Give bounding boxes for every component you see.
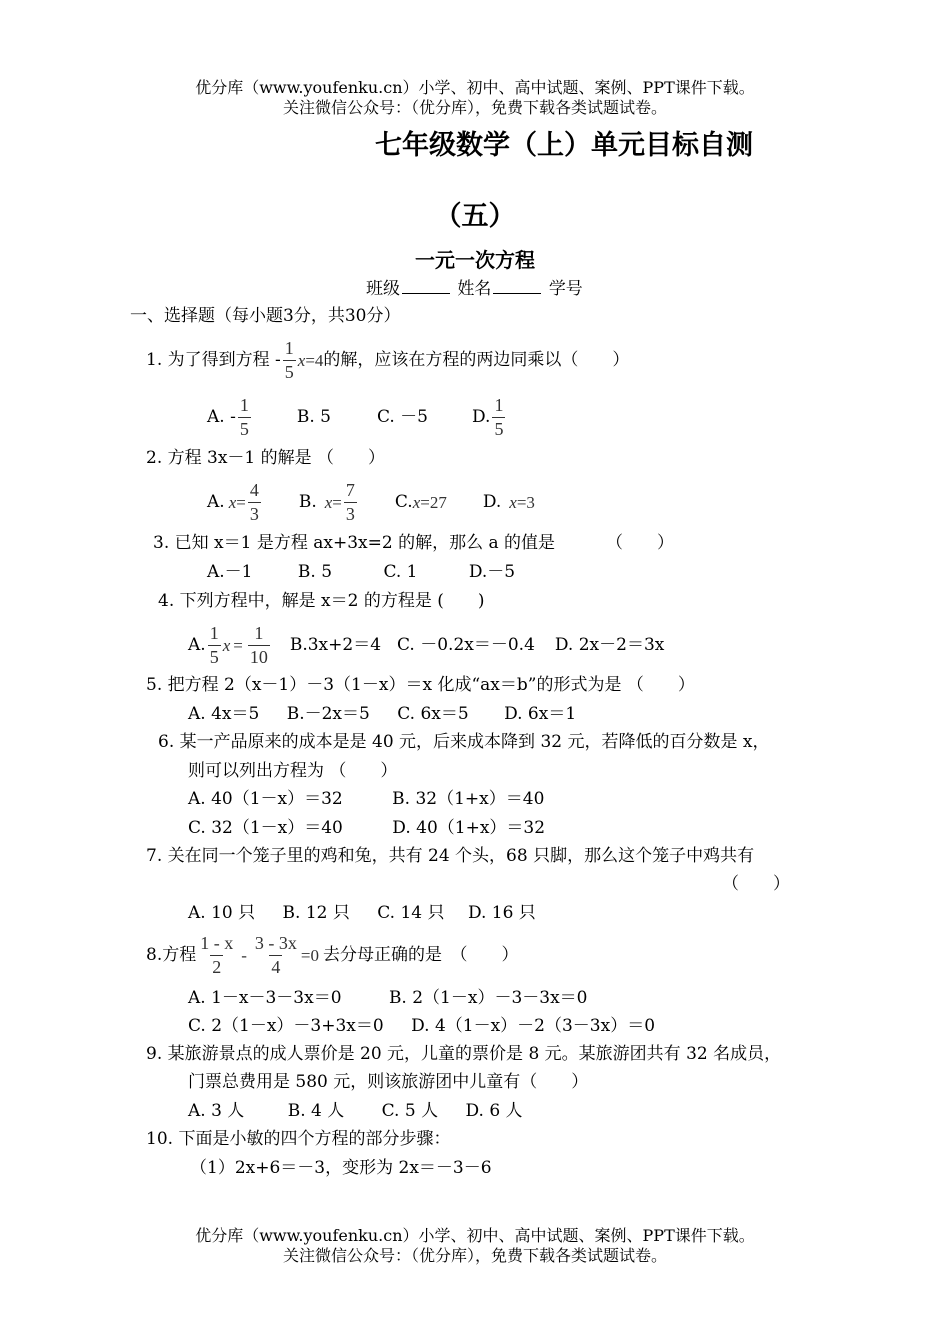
option-c: C. 5 人 bbox=[381, 1101, 439, 1121]
option-b: B. 4 人 bbox=[287, 1101, 345, 1121]
option-d: D. bbox=[482, 491, 502, 512]
question-7-stem: 7. 关在同一个笼子里的鸡和兔，共有 24 个头，68 只脚，那么这个笼子中鸡共有 bbox=[146, 846, 755, 866]
fraction: $\frac{7}{3}$ bbox=[345, 480, 355, 524]
option-d: D. bbox=[472, 406, 491, 427]
question-6-stem-cont: 则可以列出方程为 （ ） bbox=[188, 761, 398, 781]
class-label: 班级 bbox=[366, 279, 400, 299]
option-b: B. bbox=[298, 491, 317, 512]
option-b: B. 5 bbox=[297, 562, 333, 582]
page-title: 七年级数学（上）单元目标自测 bbox=[375, 130, 753, 161]
option-c: C. 6x＝5 bbox=[397, 704, 469, 724]
question-6-stem: 6. 某一产品原来的成本是是 40 元，后来成本降到 32 元，若降低的百分数是 x， bbox=[158, 732, 770, 752]
footer-line-2: 关注微信公众号：（优分库），免费下载各类试题试卷。 bbox=[282, 1246, 667, 1265]
option-b: B. 5 bbox=[296, 406, 331, 427]
option-d: D. 6x＝1 bbox=[504, 704, 577, 724]
header-line-2: 关注微信公众号：（优分库），免费下载各类试题试卷。 bbox=[282, 98, 667, 117]
option-a: A. 10 只 bbox=[188, 903, 256, 923]
page-title-part: （五） bbox=[434, 201, 516, 232]
option-a: A. bbox=[207, 491, 225, 512]
question-9-stem-cont: 门票总费用是 580 元，则该旅游团中儿童有（ ） bbox=[188, 1072, 589, 1092]
question-5-stem: 5. 把方程 2（x－1）－3（1－x）＝x 化成“ax＝b”的形式为是 （ ） bbox=[146, 675, 695, 695]
option-d: D. 4（1－x）－2（3－3x）＝0 bbox=[411, 1016, 656, 1036]
question-2-options: A. x = $\frac{4}{3}$ B. x = $\frac{7}{3}$ C. x =27 D. x =3 bbox=[207, 480, 535, 524]
question-6-options-row2 bbox=[188, 820, 545, 837]
question-5-options bbox=[188, 706, 576, 723]
fraction: $\frac{1}{5}$ bbox=[284, 338, 294, 382]
fraction: $\frac{4}{3}$ bbox=[249, 480, 259, 524]
option-c: C. －0.2x＝－0.4 bbox=[397, 634, 535, 655]
class-blank bbox=[402, 279, 450, 294]
question-8-stem: 8.方程 $\frac{1 - x}{2}$ - $\frac{3 - 3x}{4}$ =0 去分母正确的是 （ ） bbox=[146, 933, 519, 977]
option-a: A. bbox=[188, 634, 206, 655]
fraction: $\frac{1 - x}{2}$ bbox=[200, 933, 234, 977]
answer-paren: （ ） bbox=[606, 533, 674, 553]
chapter-subtitle: 一元一次方程 bbox=[415, 248, 535, 272]
option-d: D.－5 bbox=[468, 562, 516, 582]
student-info-line bbox=[366, 279, 583, 298]
option-d: D. 2x－2＝3x bbox=[554, 634, 665, 655]
fraction: $\frac{1}{5}$ bbox=[209, 623, 219, 667]
question-7-options bbox=[188, 905, 536, 922]
option-b: B. 32（1+x）＝40 bbox=[392, 789, 545, 809]
answer-paren: （ ） bbox=[722, 874, 790, 894]
name-label: 姓名 bbox=[457, 279, 492, 299]
question-2-stem: 2. 方程 3x－1 的解是 （ ） bbox=[146, 448, 386, 468]
option-a: A. 3 人 bbox=[188, 1101, 245, 1121]
name-blank bbox=[493, 279, 541, 294]
option-a: A. - bbox=[207, 406, 236, 427]
fraction: $\frac{1}{10}$ bbox=[249, 623, 268, 667]
option-d: D. 40（1+x）＝32 bbox=[392, 818, 546, 838]
section-heading: 一、选择题（每小题3分，共30分） bbox=[130, 306, 401, 326]
option-c: C. 1 bbox=[383, 562, 418, 582]
option-c: C. 2（1－x）－3+3x＝0 bbox=[188, 1016, 384, 1036]
option-a: A.－1 bbox=[207, 562, 253, 582]
question-10-step-1: （1）2x+6＝－3，变形为 2x＝－3－6 bbox=[190, 1158, 492, 1178]
question-3-stem: 3. 已知 x＝1 是方程 ax+3x=2 的解，那么 a 的值是 bbox=[153, 533, 556, 553]
question-8-options-row2 bbox=[188, 1018, 655, 1035]
question-3-options bbox=[207, 564, 515, 581]
question-8-options-row1 bbox=[188, 990, 588, 1007]
question-1-options bbox=[207, 394, 507, 440]
footer-line-1: 优分库（www.youfenku.cn）小学、初中、高中试题、案例、PPT课件下载。 bbox=[195, 1226, 755, 1245]
option-c: C. bbox=[394, 491, 413, 512]
header-line-1: 优分库（www.youfenku.cn）小学、初中、高中试题、案例、PPT课件下载。 bbox=[195, 78, 755, 97]
question-1-stem: 1. 为了得到方程 - $\frac{1}{5}$ x =4 的解，应该在方程的两边同乘以（ ） bbox=[146, 338, 630, 382]
option-b: B. 2（1－x）－3－3x＝0 bbox=[388, 988, 588, 1008]
question-9-options bbox=[188, 1103, 523, 1120]
option-a: A. 40（1－x）＝32 bbox=[188, 789, 343, 809]
option-a: A. 1－x－3－3x＝0 bbox=[188, 988, 342, 1008]
question-4-stem: 4. 下列方程中，解是 x＝2 的方程是 ( ) bbox=[158, 591, 485, 611]
option-d: D. 16 只 bbox=[467, 903, 536, 923]
option-b: B.3x+2＝4 bbox=[289, 634, 382, 655]
question-9-stem: 9. 某旅游景点的成人票价是 20 元，儿童的票价是 8 元。某旅游团共有 32 名成员， bbox=[146, 1044, 782, 1064]
option-c: C. 32（1－x）＝40 bbox=[188, 818, 343, 838]
fraction: $\frac{1}{5}$ bbox=[494, 395, 504, 439]
option-b: B.－2x＝5 bbox=[286, 704, 370, 724]
option-c: C. 14 只 bbox=[377, 903, 445, 923]
option-d: D. 6 人 bbox=[465, 1101, 523, 1121]
question-4-options: A. $\frac{1}{5}$ x = $\frac{1}{10}$ B.3x+2＝4 C. －0.2x＝－0.4 D. 2x－2＝3x bbox=[188, 623, 665, 667]
question-10-stem: 10. 下面是小敏的四个方程的部分步骤： bbox=[146, 1129, 451, 1149]
option-c: C. －5 bbox=[376, 406, 428, 427]
number-label: 学号 bbox=[548, 279, 583, 299]
fraction: $\frac{3 - 3x}{4}$ bbox=[254, 933, 297, 977]
option-a: A. 4x＝5 bbox=[188, 704, 260, 724]
fraction: $\frac{1}{5}$ bbox=[239, 395, 249, 439]
option-b: B. 12 只 bbox=[282, 903, 350, 923]
question-6-options-row1 bbox=[188, 791, 544, 808]
